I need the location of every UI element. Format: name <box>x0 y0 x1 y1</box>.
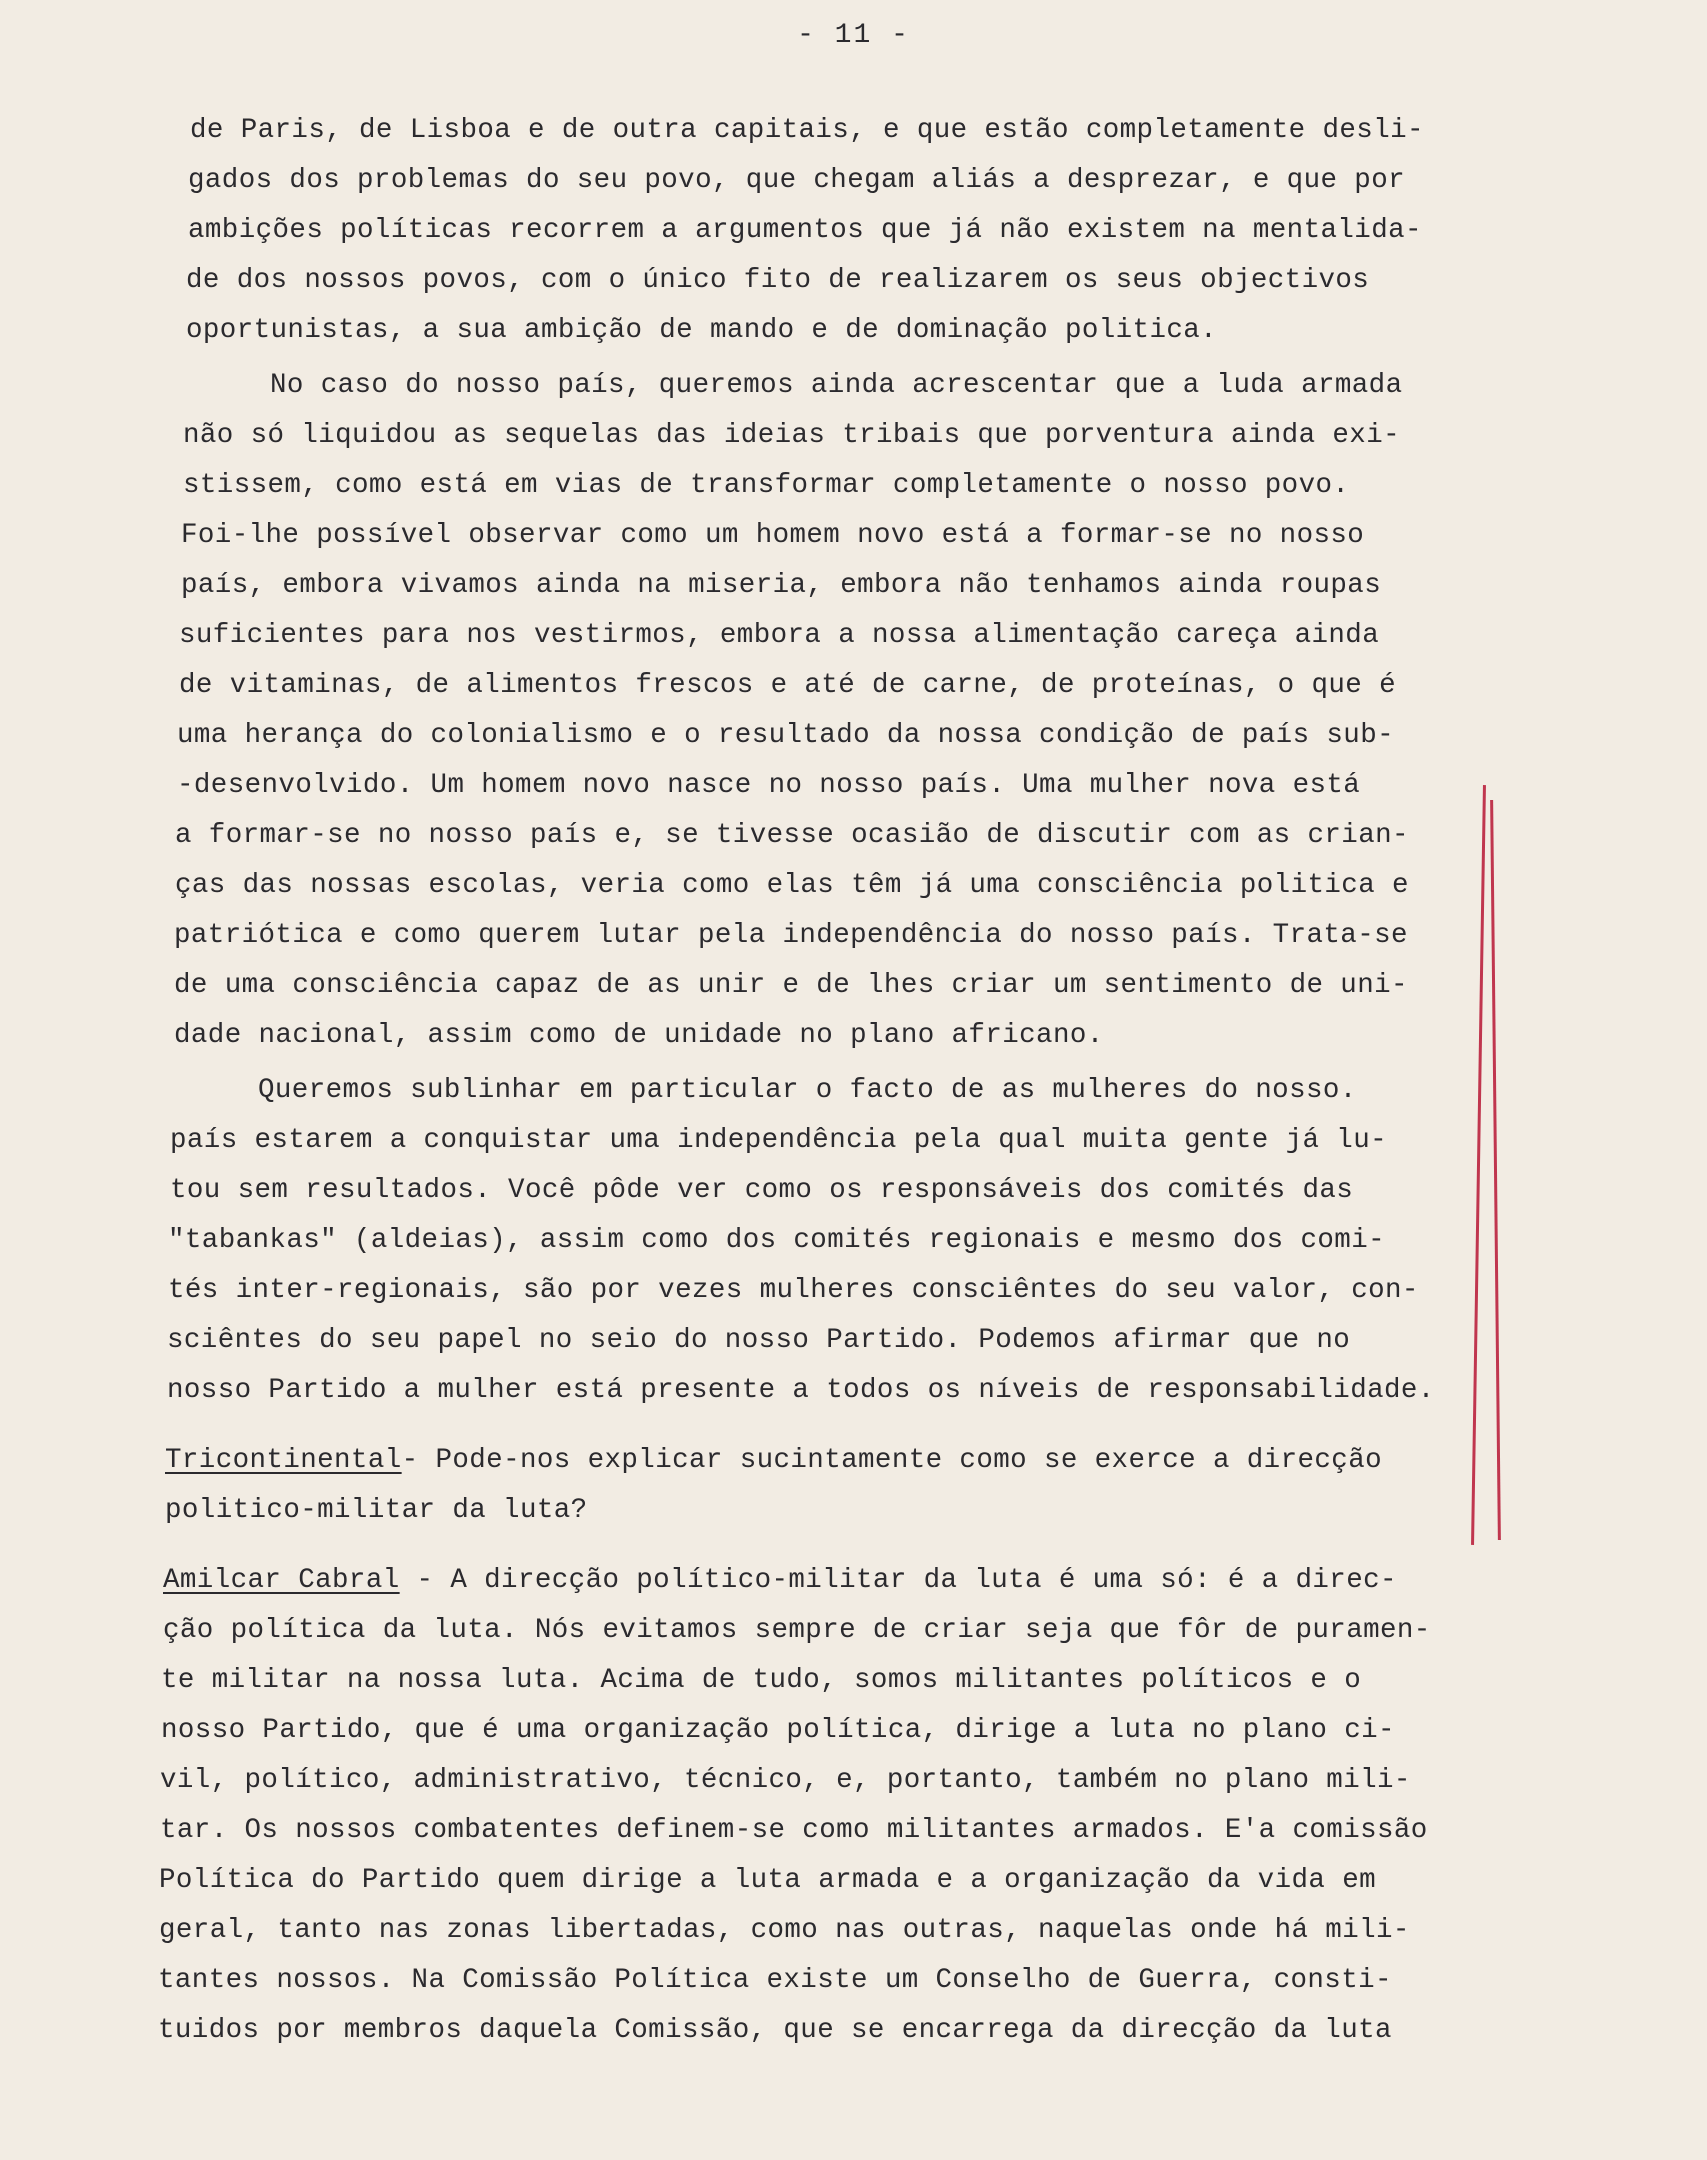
text-line: stissem, como está em vias de transformar completamente o nosso povo. <box>183 470 1350 501</box>
text-line: gados dos problemas do seu povo, que chegam aliás a desprezar, e que por <box>188 165 1405 196</box>
text-line: patriótica e como querem lutar pela independência do nosso país. Trata-se <box>174 920 1408 951</box>
respondent-answer-line <box>163 1565 1397 1596</box>
text-line: nosso Partido, que é uma organização política, dirige a luta no plano ci- <box>161 1715 1395 1746</box>
text-line: país, embora vivamos ainda na miseria, embora não tenhamos ainda roupas <box>181 570 1382 601</box>
text-line: suficientes para nos vestirmos, embora a nossa alimentação careça ainda <box>179 620 1380 651</box>
text-line: geral, tanto nas zonas libertadas, como nas outras, naquelas onde há mili- <box>159 1915 1410 1946</box>
speaker-separator: - <box>401 1445 436 1476</box>
text-line: nosso Partido a mulher está presente a todos os níveis de responsabilidade. <box>167 1375 1435 1406</box>
text-line: de vitaminas, de alimentos frescos e até de carne, de proteínas, o que é <box>179 670 1396 701</box>
text-line: sciêntes do seu papel no seio do nosso Partido. Podemos afirmar que no <box>167 1325 1351 1356</box>
text-line: tou sem resultados. Você pôde ver como os responsáveis dos comités das <box>170 1175 1354 1206</box>
text-line: ças das nossas escolas, veria como elas têm já uma consciência politica e <box>175 870 1409 901</box>
speaker-label-interviewer: Tricontinental <box>165 1445 402 1476</box>
text-line: de uma consciência capaz de as unir e de lhes criar um sentimento de uni- <box>174 970 1408 1001</box>
text-line: de Paris, de Lisboa e de outra capitais, e que estão completamente desli- <box>190 115 1424 146</box>
margin-mark-inner <box>1490 800 1501 1540</box>
text-line: tés inter-regionais, são por vezes mulheres consciêntes do seu valor, con- <box>168 1275 1419 1306</box>
text-line: vil, político, administrativo, técnico, e, portanto, também no plano mili- <box>160 1765 1411 1796</box>
text-line: -desenvolvido. Um homem novo nasce no nosso país. Uma mulher nova está <box>177 770 1361 801</box>
text-line: tuidos por membros daquela Comissão, que se encarrega da direcção da luta <box>158 2015 1392 2046</box>
text-line: oportunistas, a sua ambição de mando e de dominação politica. <box>186 315 1218 346</box>
text-line: uma herança do colonialismo e o resultado da nossa condição de país sub- <box>177 720 1394 751</box>
text-line: Queremos sublinhar em particular o facto de as mulheres do nosso. <box>258 1075 1357 1106</box>
text-line: não só liquidou as sequelas das ideias tribais que porventura ainda exi- <box>183 420 1400 451</box>
text-line: país estarem a conquistar uma independência pela qual muita gente já lu- <box>170 1125 1387 1156</box>
text-line: Foi-lhe possível observar como um homem novo está a formar-se no nosso <box>181 520 1365 551</box>
text-line: No caso do nosso país, queremos ainda acrescentar que a luda armada <box>270 370 1403 401</box>
question-text: Pode-nos explicar sucintamente como se exerce a direcção <box>435 1445 1383 1476</box>
text-line: a formar-se no nosso país e, se tivesse ocasião de discutir com as crian- <box>175 820 1409 851</box>
margin-mark-outer <box>1471 785 1486 1545</box>
page-number: - 11 - <box>797 20 910 51</box>
text-line: "tabankas" (aldeias), assim como dos comités regionais e mesmo dos comi- <box>168 1225 1385 1256</box>
answer-text: - A direcção político-militar da luta é uma só: é a direc- <box>416 1565 1397 1596</box>
text-line: ção política da luta. Nós evitamos sempre de criar seja que fôr de puramen- <box>163 1615 1431 1646</box>
text-line: tantes nossos. Na Comissão Política existe um Conselho de Guerra, consti- <box>158 1965 1392 1996</box>
speaker-label-respondent: Amilcar Cabral <box>163 1565 400 1596</box>
answer-text-start <box>400 1565 417 1596</box>
text-line: te militar na nossa luta. Acima de tudo, somos militantes políticos e o <box>161 1665 1362 1696</box>
text-line: ambições políticas recorrem a argumentos que já não existem na mentalida- <box>188 215 1422 246</box>
interviewer-question-line <box>165 1445 1382 1476</box>
text-line: Política do Partido quem dirige a luta armada e a organização da vida em <box>159 1865 1376 1896</box>
text-line: politico-militar da luta? <box>165 1495 588 1526</box>
text-line: tar. Os nossos combatentes definem-se como militantes armados. E'a comissão <box>160 1815 1428 1846</box>
text-line: de dos nossos povos, com o único fito de realizarem os seus objectivos <box>186 265 1370 296</box>
text-line: dade nacional, assim como de unidade no plano africano. <box>174 1020 1104 1051</box>
